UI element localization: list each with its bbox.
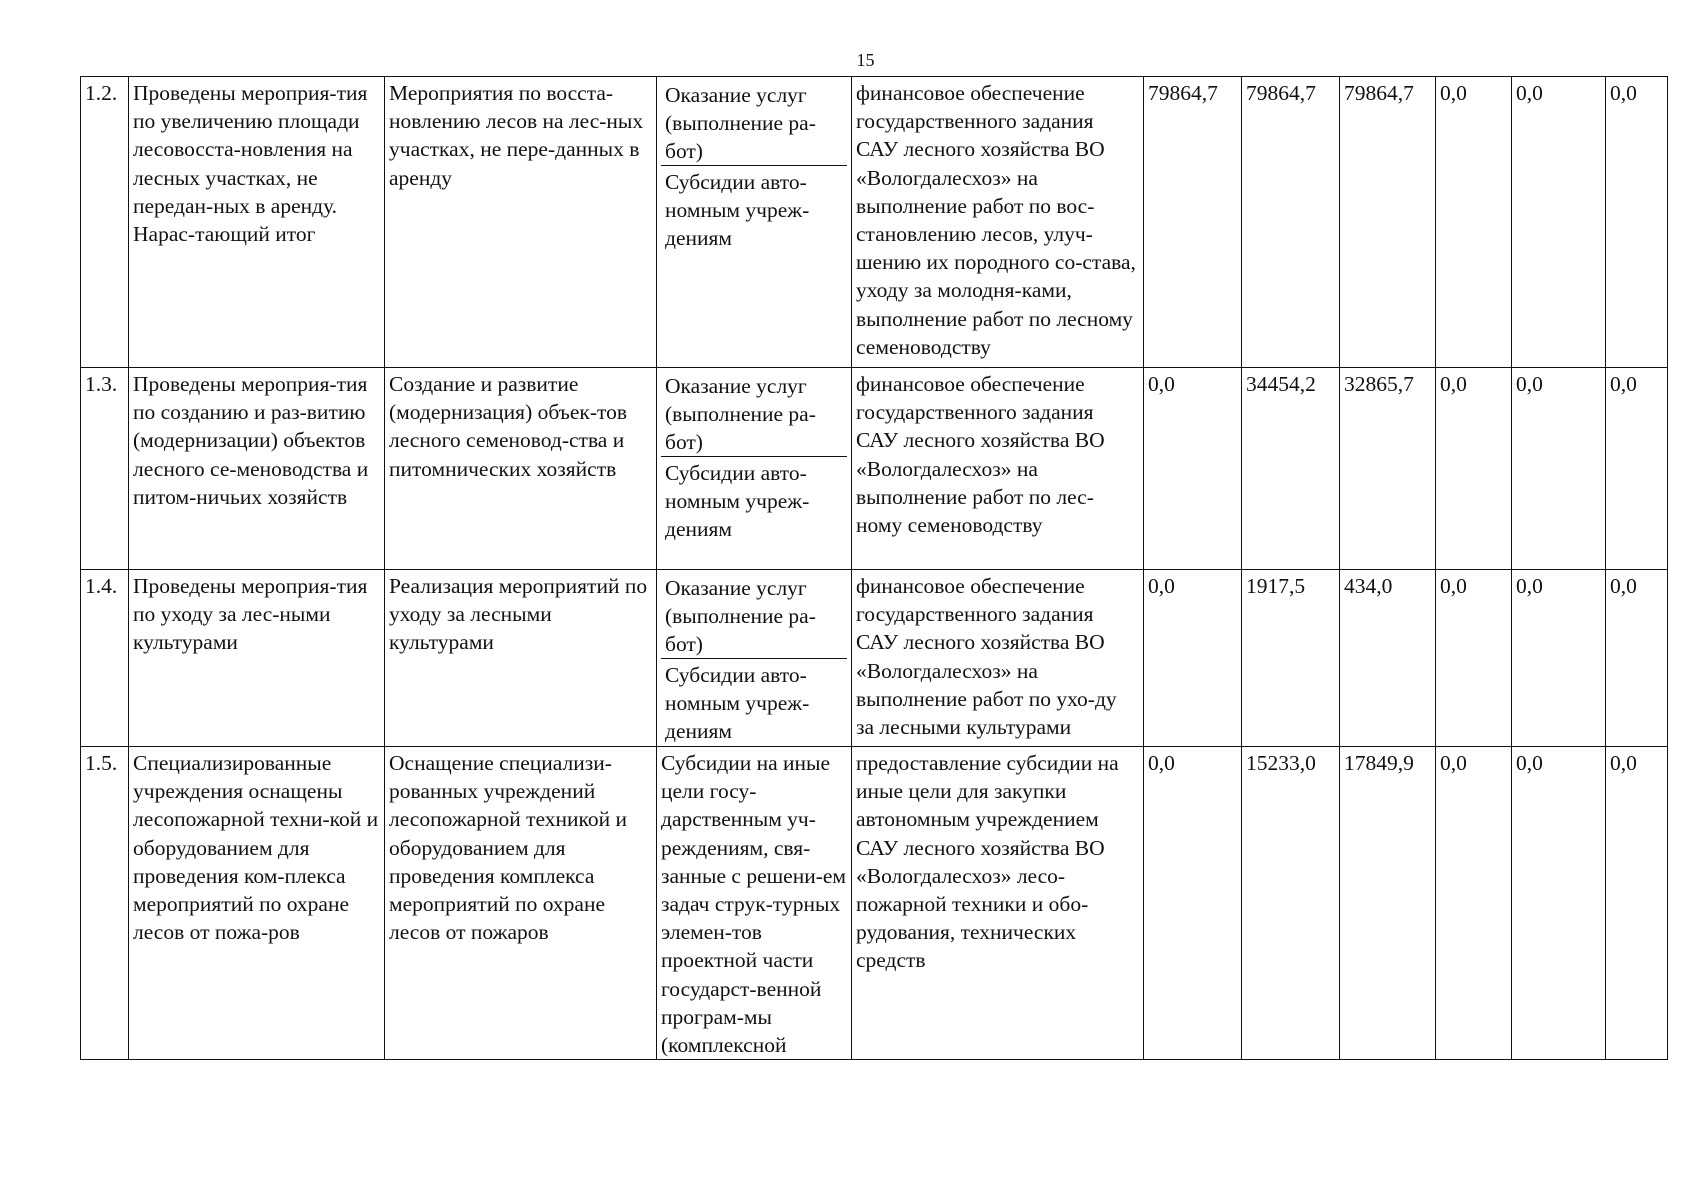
result-cell: Проведены мероприя-тия по созданию и раз-витию (модернизации) объектов лесного се-меноводства и питом-ничьих хозяйств — [129, 368, 385, 570]
value-cell: 0,0 — [1436, 77, 1512, 368]
value-cell: 79864,7 — [1144, 77, 1242, 368]
value-cell: 0,0 — [1512, 570, 1606, 747]
description-cell: финансовое обеспечение государственного задания САУ лесного хозяйства ВО «Вологдалесхоз» на выполнение работ по ухо-ду за лесными культурами — [852, 570, 1144, 747]
value-cell: 32865,7 — [1340, 368, 1436, 570]
value-cell: 0,0 — [1606, 570, 1668, 747]
description-cell: финансовое обеспечение государственного задания САУ лесного хозяйства ВО «Вологдалесхоз» на выполнение работ по вос-становлению лесов, улуч-шению их породного со-става, уходу за молодня-ками, выполнение работ по лесному семеноводству — [852, 77, 1144, 368]
activity-cell: Мероприятия по восста-новлению лесов на лес-ных участках, не пере-данных в аренду — [385, 77, 657, 368]
value-cell: 79864,7 — [1340, 77, 1436, 368]
value-cell: 1917,5 — [1242, 570, 1340, 747]
value-cell: 17849,9 — [1340, 747, 1436, 1060]
table-row — [81, 747, 1668, 1060]
form-cell — [657, 368, 852, 570]
value-cell: 0,0 — [1606, 77, 1668, 368]
program-table — [80, 76, 1668, 1060]
result-cell: Проведены мероприя-тия по уходу за лес-ными культурами — [129, 570, 385, 747]
value-cell: 79864,7 — [1242, 77, 1340, 368]
value-cell: 0,0 — [1436, 747, 1512, 1060]
form-subsidies: Субсидии авто-номным учреж-дениям — [665, 461, 810, 542]
table-row — [81, 368, 1668, 570]
value-cell: 0,0 — [1144, 570, 1242, 747]
value-cell: 0,0 — [1144, 368, 1242, 570]
value-cell: 34454,2 — [1242, 368, 1340, 570]
activity-cell: Оснащение специализи-рованных учреждений лесопожарной техникой и оборудованием для проведения комплекса мероприятий по охране лесов от пожаров — [385, 747, 657, 1060]
value-cell: 0,0 — [1144, 747, 1242, 1060]
result-cell: Проведены мероприя-тия по увеличению площади лесовосста-новления на лесных участках, не передан-ных в аренду. Нарас-тающий итог — [129, 77, 385, 368]
result-cell: Специализированные учреждения оснащены лесопожарной техни-кой и оборудованием для проведения ком-плекса мероприятий по охране лесов от пожа-ров — [129, 747, 385, 1060]
description-cell: финансовое обеспечение государственного задания САУ лесного хозяйства ВО «Вологдалесхоз» на выполнение работ по лес-ному семеноводству — [852, 368, 1144, 570]
value-cell: 0,0 — [1436, 570, 1512, 747]
form-subsidies: Субсидии авто-номным учреж-дениям — [665, 170, 810, 251]
value-cell: 0,0 — [1606, 368, 1668, 570]
form-services: Оказание услуг (выполнение ра-бот) — [661, 79, 847, 166]
table-row — [81, 77, 1668, 368]
form-cell — [657, 77, 852, 368]
value-cell: 15233,0 — [1242, 747, 1340, 1060]
form-services: Оказание услуг (выполнение ра-бот) — [661, 370, 847, 457]
page-number: 15 — [856, 50, 875, 70]
value-cell: 0,0 — [1436, 368, 1512, 570]
value-cell: 0,0 — [1512, 747, 1606, 1060]
form-services: Оказание услуг (выполнение ра-бот) — [661, 572, 847, 659]
value-cell: 0,0 — [1512, 77, 1606, 368]
value-cell: 0,0 — [1606, 747, 1668, 1060]
table-row — [81, 570, 1668, 747]
value-cell: 0,0 — [1512, 368, 1606, 570]
row-number: 1.4. — [81, 570, 129, 747]
activity-cell: Создание и развитие (модернизация) объек-тов лесного семеновод-ства и питомнических хозяйств — [385, 368, 657, 570]
form-subsidies: Субсидии авто-номным учреж-дениям — [665, 663, 810, 744]
form-cell — [657, 570, 852, 747]
value-cell: 434,0 — [1340, 570, 1436, 747]
activity-cell: Реализация мероприятий по уходу за лесными культурами — [385, 570, 657, 747]
row-number: 1.3. — [81, 368, 129, 570]
form-cell: Субсидии на иные цели госу-дарственным уч-реждениям, свя-занные с решени-ем задач струк-турных элемен-тов проектной части государст-венной програм-мы (комплексной — [657, 747, 852, 1060]
row-number: 1.2. — [81, 77, 129, 368]
row-number: 1.5. — [81, 747, 129, 1060]
description-cell: предоставление субсидии на иные цели для закупки автономным учреждением САУ лесного хозяйства ВО «Вологдалесхоз» лесо-пожарной техники и обо-рудования, технических средств — [852, 747, 1144, 1060]
